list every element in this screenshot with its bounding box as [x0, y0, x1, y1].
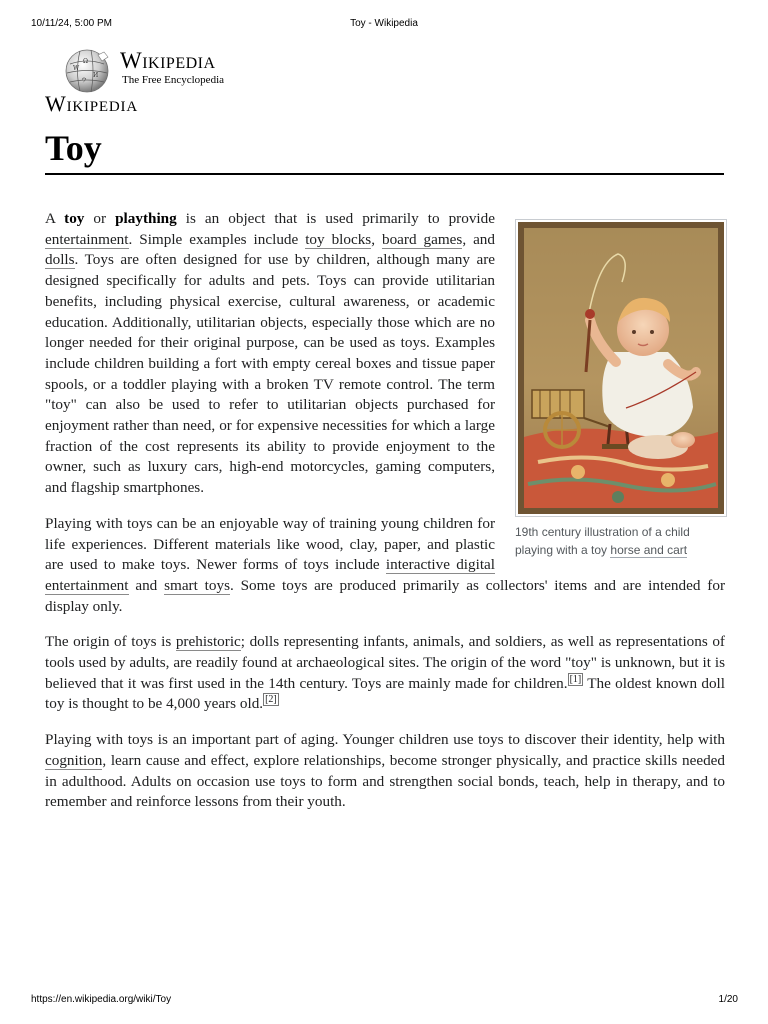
- print-page-title: Toy - Wikipedia: [350, 18, 418, 29]
- text-span: ; dolls representing infants, animals, and soldiers, as well as representations of tools used by adults, are readily found at archaeological sites. The origin of the word "toy" is unknown, but it is believed that it was first used in the 14th century. Toys are mainly made for children.: [45, 633, 725, 692]
- paragraph-origin: [45, 632, 725, 715]
- text-span: The origin of toys is: [45, 633, 176, 651]
- site-wordmark[interactable]: Wikipedia: [45, 91, 138, 116]
- term-toy: toy: [64, 210, 85, 227]
- puzzle-globe-icon: [64, 48, 110, 94]
- image-caption: [515, 523, 725, 559]
- text-span: and: [128, 576, 165, 594]
- link-entertainment[interactable]: entertainment: [45, 230, 129, 248]
- caption-text: 19th century illustration of a child playing with a toy: [515, 525, 690, 557]
- text-span: or: [84, 210, 116, 227]
- link-board-games[interactable]: board games: [381, 230, 463, 248]
- link-interactive-digital-entertainment[interactable]: interactive digital entertainment: [45, 556, 495, 594]
- link-smart-toys[interactable]: smart toys: [164, 576, 230, 594]
- print-datetime: 10/11/24, 5:00 PM: [31, 18, 112, 29]
- svg-text:ウ: ウ: [81, 77, 88, 84]
- print-header: [0, 18, 768, 32]
- svg-text:W: W: [73, 65, 80, 72]
- paragraph-aging: [45, 730, 725, 813]
- citation-2[interactable]: [2]: [265, 694, 277, 706]
- infobox-figure: [515, 219, 725, 559]
- print-page-count: 1/20: [718, 994, 738, 1005]
- link-toy-blocks[interactable]: toy blocks: [305, 230, 372, 248]
- text-span: Playing with toys is an important part of aging. Younger children use toys to discover their identity, help with: [45, 731, 725, 749]
- term-plaything: plaything: [115, 210, 177, 227]
- text-span: . Some toys are produced primarily as collectors' items and are intended for display only.: [45, 576, 725, 615]
- text-span: , and: [462, 230, 495, 248]
- text-span: , learn cause and effect, explore relationships, become stronger physically, and practice skills needed in adulthood. Adults on occasion use toys to form and strengthen social bonds, teach, help in therapy, and to remember and reinforce lessons from their youth.: [45, 751, 725, 811]
- svg-text:И: И: [93, 72, 99, 79]
- text-span: Playing with toys can be an enjoyable way of training young children for life experiences. Different materials like wood, clay, paper, and plastic are used to make toys. Newer forms of toys include: [45, 514, 495, 574]
- link-dolls[interactable]: dolls: [45, 251, 75, 269]
- text-span: . Toys are often designed for use by children, although many are designed specifically for adults and pets. Toys can provide utilitarian benefits, including physical exercise, cultural awareness, or academic education. Additionally, utilitarian objects, especially those which are no longer needed for their original purpose, can be used as toys. Examples include children building a fort with empty cereal boxes and tissue paper spools, or a toddler playing with a broken TV remote control. The term "toy" can also be used to refer to utilitarian objects purchased for enjoyment rather than need, or for expensive necessities for which a large fraction of the cost represents its ability to provide enjoyment to the owner, such as luxury cars, high-end motorcycles, gaming computers, and flagship smartphones.: [45, 251, 495, 497]
- article-body: [45, 209, 725, 828]
- text-span: The oldest known doll toy is thought to be 4,000 years old.: [45, 674, 725, 713]
- text-span: . Simple examples include: [128, 230, 306, 248]
- logo-wordmark: Wikipedia: [120, 48, 216, 73]
- logo-tagline: The Free Encyclopedia: [122, 74, 225, 86]
- text-span: ,: [371, 230, 382, 248]
- page-title: Toy: [45, 128, 102, 168]
- print-footer: [0, 994, 768, 1008]
- wikipedia-logo[interactable]: [64, 46, 264, 96]
- citation-1[interactable]: [1]: [569, 673, 582, 685]
- child-horse-cart-illustration: [518, 222, 724, 514]
- link-horse-and-cart[interactable]: horse and cart: [610, 543, 688, 557]
- title-divider: [45, 173, 724, 175]
- thumbnail-image[interactable]: [515, 219, 727, 517]
- link-cognition[interactable]: cognition: [45, 751, 103, 769]
- svg-text:Ω: Ω: [83, 58, 88, 65]
- link-prehistoric[interactable]: prehistoric: [175, 633, 241, 651]
- text-span: is an object that is used primarily to provide: [176, 210, 495, 227]
- text-span: A: [45, 210, 65, 227]
- print-url: https://en.wikipedia.org/wiki/Toy: [31, 994, 172, 1005]
